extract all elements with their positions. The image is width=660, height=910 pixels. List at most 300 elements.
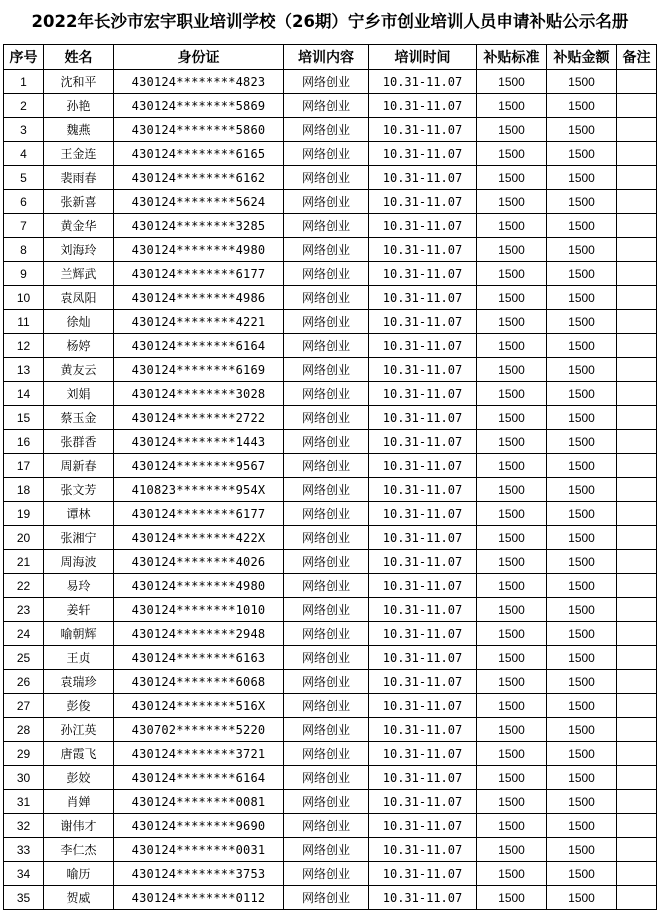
cell-index: 23: [4, 598, 44, 622]
cell-subsidy-standard: 1500: [477, 118, 547, 142]
cell-training-content: 网络创业: [284, 718, 369, 742]
cell-id-number: 430124********6163: [114, 646, 284, 670]
table-row: [4, 622, 657, 646]
cell-subsidy-standard: 1500: [477, 502, 547, 526]
cell-training-time: 10.31-11.07: [369, 430, 477, 454]
cell-training-time: 10.31-11.07: [369, 526, 477, 550]
cell-training-content: 网络创业: [284, 478, 369, 502]
cell-training-content: 网络创业: [284, 598, 369, 622]
cell-subsidy-standard: 1500: [477, 694, 547, 718]
cell-id-number: 430124********3753: [114, 862, 284, 886]
cell-name: 刘娟: [44, 382, 114, 406]
cell-training-time: 10.31-11.07: [369, 718, 477, 742]
table-row: [4, 238, 657, 262]
cell-subsidy-amount: 1500: [547, 478, 617, 502]
cell-name: 孙江英: [44, 718, 114, 742]
col-header-name: 姓名: [44, 45, 114, 70]
cell-name: 裴雨春: [44, 166, 114, 190]
cell-subsidy-standard: 1500: [477, 382, 547, 406]
table-row: [4, 358, 657, 382]
cell-remarks: [617, 142, 657, 166]
table-body: [4, 70, 657, 910]
cell-training-time: 10.31-11.07: [369, 118, 477, 142]
cell-subsidy-amount: 1500: [547, 70, 617, 94]
cell-subsidy-amount: 1500: [547, 718, 617, 742]
cell-training-content: 网络创业: [284, 382, 369, 406]
document-title: 2022年长沙市宏宇职业培训学校（26期）宁乡市创业培训人员申请补贴公示名册: [31, 12, 629, 31]
cell-id-number: 430124********3028: [114, 382, 284, 406]
cell-subsidy-standard: 1500: [477, 334, 547, 358]
cell-subsidy-amount: 1500: [547, 334, 617, 358]
table-row: [4, 406, 657, 430]
cell-remarks: [617, 886, 657, 910]
cell-remarks: [617, 694, 657, 718]
cell-subsidy-standard: 1500: [477, 478, 547, 502]
cell-subsidy-amount: 1500: [547, 430, 617, 454]
cell-name: 黄金华: [44, 214, 114, 238]
cell-index: 35: [4, 886, 44, 910]
cell-training-content: 网络创业: [284, 70, 369, 94]
cell-remarks: [617, 406, 657, 430]
cell-remarks: [617, 478, 657, 502]
cell-id-number: 430124********6162: [114, 166, 284, 190]
cell-subsidy-standard: 1500: [477, 550, 547, 574]
table-row: [4, 862, 657, 886]
cell-remarks: [617, 454, 657, 478]
cell-training-content: 网络创业: [284, 814, 369, 838]
cell-id-number: 430124********0081: [114, 790, 284, 814]
cell-name: 蔡玉金: [44, 406, 114, 430]
cell-remarks: [617, 766, 657, 790]
cell-training-content: 网络创业: [284, 526, 369, 550]
cell-subsidy-amount: 1500: [547, 742, 617, 766]
cell-id-number: 430124********422X: [114, 526, 284, 550]
cell-name: 袁凤阳: [44, 286, 114, 310]
cell-subsidy-amount: 1500: [547, 166, 617, 190]
cell-name: 唐霞飞: [44, 742, 114, 766]
cell-remarks: [617, 166, 657, 190]
table-row: [4, 334, 657, 358]
cell-training-time: 10.31-11.07: [369, 694, 477, 718]
cell-name: 肖婵: [44, 790, 114, 814]
cell-index: 18: [4, 478, 44, 502]
cell-training-content: 网络创业: [284, 118, 369, 142]
cell-name: 喻朝辉: [44, 622, 114, 646]
cell-remarks: [617, 550, 657, 574]
cell-subsidy-amount: 1500: [547, 262, 617, 286]
cell-name: 易玲: [44, 574, 114, 598]
cell-id-number: 430124********5624: [114, 190, 284, 214]
cell-remarks: [617, 310, 657, 334]
cell-remarks: [617, 334, 657, 358]
cell-id-number: 430124********9567: [114, 454, 284, 478]
cell-training-content: 网络创业: [284, 334, 369, 358]
cell-index: 9: [4, 262, 44, 286]
cell-index: 19: [4, 502, 44, 526]
cell-training-content: 网络创业: [284, 790, 369, 814]
table-row: [4, 166, 657, 190]
cell-remarks: [617, 214, 657, 238]
cell-remarks: [617, 262, 657, 286]
cell-training-content: 网络创业: [284, 214, 369, 238]
table-row: [4, 526, 657, 550]
cell-subsidy-amount: 1500: [547, 886, 617, 910]
table-row: [4, 598, 657, 622]
cell-name: 喻历: [44, 862, 114, 886]
cell-subsidy-amount: 1500: [547, 598, 617, 622]
cell-training-content: 网络创业: [284, 646, 369, 670]
cell-id-number: 430124********6164: [114, 334, 284, 358]
cell-id-number: 430124********3285: [114, 214, 284, 238]
cell-subsidy-amount: 1500: [547, 766, 617, 790]
cell-training-time: 10.31-11.07: [369, 814, 477, 838]
cell-name: 周新春: [44, 454, 114, 478]
cell-remarks: [617, 94, 657, 118]
cell-name: 周海波: [44, 550, 114, 574]
cell-remarks: [617, 430, 657, 454]
table-row: [4, 742, 657, 766]
cell-subsidy-standard: 1500: [477, 430, 547, 454]
cell-training-content: 网络创业: [284, 766, 369, 790]
cell-id-number: 430124********6177: [114, 502, 284, 526]
subsidy-roster-table: [3, 44, 657, 910]
cell-index: 7: [4, 214, 44, 238]
cell-index: 33: [4, 838, 44, 862]
cell-name: 袁瑞珍: [44, 670, 114, 694]
cell-remarks: [617, 622, 657, 646]
table-row: [4, 886, 657, 910]
cell-subsidy-standard: 1500: [477, 670, 547, 694]
cell-index: 24: [4, 622, 44, 646]
cell-id-number: 430124********1010: [114, 598, 284, 622]
cell-remarks: [617, 814, 657, 838]
cell-name: 魏燕: [44, 118, 114, 142]
cell-index: 1: [4, 70, 44, 94]
cell-subsidy-standard: 1500: [477, 238, 547, 262]
cell-training-content: 网络创业: [284, 454, 369, 478]
cell-subsidy-amount: 1500: [547, 118, 617, 142]
cell-subsidy-amount: 1500: [547, 646, 617, 670]
cell-training-time: 10.31-11.07: [369, 742, 477, 766]
cell-remarks: [617, 862, 657, 886]
cell-index: 14: [4, 382, 44, 406]
cell-training-content: 网络创业: [284, 694, 369, 718]
col-header-remarks: 备注: [617, 45, 657, 70]
table-row: [4, 718, 657, 742]
cell-index: 28: [4, 718, 44, 742]
cell-subsidy-standard: 1500: [477, 718, 547, 742]
cell-subsidy-amount: 1500: [547, 454, 617, 478]
cell-subsidy-amount: 1500: [547, 550, 617, 574]
cell-subsidy-standard: 1500: [477, 838, 547, 862]
cell-remarks: [617, 598, 657, 622]
cell-index: 10: [4, 286, 44, 310]
cell-training-time: 10.31-11.07: [369, 238, 477, 262]
cell-id-number: 430124********6177: [114, 262, 284, 286]
cell-id-number: 430124********9690: [114, 814, 284, 838]
cell-training-time: 10.31-11.07: [369, 382, 477, 406]
cell-name: 杨婷: [44, 334, 114, 358]
cell-index: 30: [4, 766, 44, 790]
cell-id-number: 430124********4221: [114, 310, 284, 334]
table-row: [4, 670, 657, 694]
cell-training-time: 10.31-11.07: [369, 478, 477, 502]
table-row: [4, 478, 657, 502]
cell-subsidy-amount: 1500: [547, 286, 617, 310]
cell-training-time: 10.31-11.07: [369, 862, 477, 886]
cell-remarks: [617, 670, 657, 694]
cell-subsidy-standard: 1500: [477, 286, 547, 310]
cell-id-number: 430124********6068: [114, 670, 284, 694]
table-row: [4, 118, 657, 142]
cell-name: 王贞: [44, 646, 114, 670]
cell-training-time: 10.31-11.07: [369, 766, 477, 790]
table-row: [4, 190, 657, 214]
cell-training-content: 网络创业: [284, 142, 369, 166]
cell-index: 6: [4, 190, 44, 214]
cell-id-number: 430124********516X: [114, 694, 284, 718]
cell-name: 张新喜: [44, 190, 114, 214]
cell-subsidy-standard: 1500: [477, 574, 547, 598]
cell-subsidy-amount: 1500: [547, 406, 617, 430]
cell-training-time: 10.31-11.07: [369, 574, 477, 598]
cell-remarks: [617, 646, 657, 670]
cell-subsidy-standard: 1500: [477, 862, 547, 886]
cell-name: 姜轩: [44, 598, 114, 622]
cell-training-content: 网络创业: [284, 574, 369, 598]
cell-training-content: 网络创业: [284, 166, 369, 190]
cell-index: 11: [4, 310, 44, 334]
cell-index: 26: [4, 670, 44, 694]
cell-remarks: [617, 718, 657, 742]
cell-subsidy-standard: 1500: [477, 598, 547, 622]
cell-remarks: [617, 838, 657, 862]
cell-subsidy-standard: 1500: [477, 262, 547, 286]
table-row: [4, 454, 657, 478]
cell-id-number: 430124********6169: [114, 358, 284, 382]
cell-subsidy-standard: 1500: [477, 454, 547, 478]
table-row: [4, 766, 657, 790]
cell-index: 8: [4, 238, 44, 262]
cell-name: 彭俊: [44, 694, 114, 718]
cell-training-content: 网络创业: [284, 286, 369, 310]
cell-subsidy-standard: 1500: [477, 646, 547, 670]
cell-name: 谭林: [44, 502, 114, 526]
cell-subsidy-standard: 1500: [477, 94, 547, 118]
col-header-subsidy-standard: 补贴标准: [477, 45, 547, 70]
cell-name: 张群香: [44, 430, 114, 454]
cell-index: 21: [4, 550, 44, 574]
cell-training-time: 10.31-11.07: [369, 70, 477, 94]
cell-training-content: 网络创业: [284, 406, 369, 430]
cell-training-time: 10.31-11.07: [369, 838, 477, 862]
cell-training-time: 10.31-11.07: [369, 142, 477, 166]
cell-training-time: 10.31-11.07: [369, 502, 477, 526]
cell-id-number: 430124********0112: [114, 886, 284, 910]
table-row: [4, 382, 657, 406]
cell-training-time: 10.31-11.07: [369, 406, 477, 430]
cell-subsidy-standard: 1500: [477, 358, 547, 382]
cell-index: 20: [4, 526, 44, 550]
cell-index: 34: [4, 862, 44, 886]
cell-training-content: 网络创业: [284, 550, 369, 574]
cell-index: 31: [4, 790, 44, 814]
cell-index: 16: [4, 430, 44, 454]
cell-name: 彭姣: [44, 766, 114, 790]
cell-name: 沈和平: [44, 70, 114, 94]
cell-training-time: 10.31-11.07: [369, 262, 477, 286]
cell-id-number: 430124********6165: [114, 142, 284, 166]
cell-index: 22: [4, 574, 44, 598]
cell-name: 李仁杰: [44, 838, 114, 862]
cell-subsidy-standard: 1500: [477, 190, 547, 214]
cell-subsidy-amount: 1500: [547, 502, 617, 526]
cell-index: 4: [4, 142, 44, 166]
cell-index: 5: [4, 166, 44, 190]
cell-remarks: [617, 70, 657, 94]
cell-subsidy-amount: 1500: [547, 790, 617, 814]
cell-remarks: [617, 118, 657, 142]
cell-subsidy-amount: 1500: [547, 862, 617, 886]
table-row: [4, 550, 657, 574]
cell-training-content: 网络创业: [284, 886, 369, 910]
cell-name: 张湘宁: [44, 526, 114, 550]
cell-name: 兰辉武: [44, 262, 114, 286]
cell-id-number: 430124********4986: [114, 286, 284, 310]
cell-subsidy-amount: 1500: [547, 838, 617, 862]
cell-remarks: [617, 382, 657, 406]
cell-remarks: [617, 502, 657, 526]
cell-subsidy-standard: 1500: [477, 406, 547, 430]
cell-subsidy-standard: 1500: [477, 214, 547, 238]
cell-training-time: 10.31-11.07: [369, 646, 477, 670]
cell-training-time: 10.31-11.07: [369, 358, 477, 382]
table-row: [4, 94, 657, 118]
cell-id-number: 410823********954X: [114, 478, 284, 502]
cell-remarks: [617, 238, 657, 262]
cell-subsidy-amount: 1500: [547, 694, 617, 718]
cell-remarks: [617, 286, 657, 310]
cell-index: 13: [4, 358, 44, 382]
table-row: [4, 310, 657, 334]
table-row: [4, 262, 657, 286]
cell-training-content: 网络创业: [284, 622, 369, 646]
table-row: [4, 142, 657, 166]
cell-subsidy-amount: 1500: [547, 670, 617, 694]
col-header-subsidy-amount: 补贴金额: [547, 45, 617, 70]
cell-training-content: 网络创业: [284, 190, 369, 214]
cell-subsidy-amount: 1500: [547, 526, 617, 550]
cell-name: 谢伟才: [44, 814, 114, 838]
cell-subsidy-standard: 1500: [477, 142, 547, 166]
cell-subsidy-amount: 1500: [547, 94, 617, 118]
cell-name: 王金连: [44, 142, 114, 166]
cell-subsidy-standard: 1500: [477, 742, 547, 766]
cell-index: 25: [4, 646, 44, 670]
cell-index: 3: [4, 118, 44, 142]
cell-subsidy-amount: 1500: [547, 310, 617, 334]
table-row: [4, 814, 657, 838]
cell-remarks: [617, 742, 657, 766]
cell-training-content: 网络创业: [284, 838, 369, 862]
cell-subsidy-amount: 1500: [547, 814, 617, 838]
cell-training-time: 10.31-11.07: [369, 214, 477, 238]
cell-id-number: 430124********3721: [114, 742, 284, 766]
table-row: [4, 574, 657, 598]
cell-subsidy-amount: 1500: [547, 382, 617, 406]
cell-subsidy-amount: 1500: [547, 190, 617, 214]
cell-name: 刘海玲: [44, 238, 114, 262]
cell-id-number: 430124********4980: [114, 574, 284, 598]
cell-id-number: 430124********2722: [114, 406, 284, 430]
cell-training-time: 10.31-11.07: [369, 454, 477, 478]
cell-training-time: 10.31-11.07: [369, 94, 477, 118]
cell-training-content: 网络创业: [284, 238, 369, 262]
cell-id-number: 430124********5860: [114, 118, 284, 142]
cell-id-number: 430124********1443: [114, 430, 284, 454]
cell-remarks: [617, 790, 657, 814]
table-row: [4, 286, 657, 310]
cell-training-time: 10.31-11.07: [369, 550, 477, 574]
cell-index: 27: [4, 694, 44, 718]
cell-training-time: 10.31-11.07: [369, 598, 477, 622]
cell-remarks: [617, 574, 657, 598]
cell-subsidy-standard: 1500: [477, 790, 547, 814]
table-row: [4, 430, 657, 454]
cell-id-number: 430124********2948: [114, 622, 284, 646]
cell-subsidy-standard: 1500: [477, 310, 547, 334]
cell-subsidy-amount: 1500: [547, 358, 617, 382]
cell-training-content: 网络创业: [284, 310, 369, 334]
cell-training-content: 网络创业: [284, 670, 369, 694]
cell-training-time: 10.31-11.07: [369, 166, 477, 190]
table-row: [4, 838, 657, 862]
cell-name: 贺威: [44, 886, 114, 910]
cell-training-time: 10.31-11.07: [369, 622, 477, 646]
cell-subsidy-amount: 1500: [547, 238, 617, 262]
cell-subsidy-amount: 1500: [547, 214, 617, 238]
cell-index: 12: [4, 334, 44, 358]
cell-training-content: 网络创业: [284, 502, 369, 526]
cell-index: 32: [4, 814, 44, 838]
cell-index: 17: [4, 454, 44, 478]
cell-subsidy-standard: 1500: [477, 886, 547, 910]
cell-training-content: 网络创业: [284, 262, 369, 286]
cell-subsidy-standard: 1500: [477, 166, 547, 190]
cell-id-number: 430124********0031: [114, 838, 284, 862]
cell-subsidy-standard: 1500: [477, 814, 547, 838]
cell-id-number: 430124********5869: [114, 94, 284, 118]
cell-subsidy-amount: 1500: [547, 622, 617, 646]
table-header-row: [4, 45, 657, 70]
cell-training-content: 网络创业: [284, 94, 369, 118]
cell-id-number: 430124********6164: [114, 766, 284, 790]
cell-remarks: [617, 190, 657, 214]
cell-training-time: 10.31-11.07: [369, 670, 477, 694]
cell-subsidy-amount: 1500: [547, 574, 617, 598]
table-row: [4, 646, 657, 670]
cell-subsidy-standard: 1500: [477, 526, 547, 550]
table-row: [4, 70, 657, 94]
cell-remarks: [617, 358, 657, 382]
cell-training-time: 10.31-11.07: [369, 334, 477, 358]
cell-name: 徐灿: [44, 310, 114, 334]
table-row: [4, 790, 657, 814]
cell-name: 黄友云: [44, 358, 114, 382]
table-row: [4, 694, 657, 718]
cell-id-number: 430124********4823: [114, 70, 284, 94]
col-header-index: 序号: [4, 45, 44, 70]
